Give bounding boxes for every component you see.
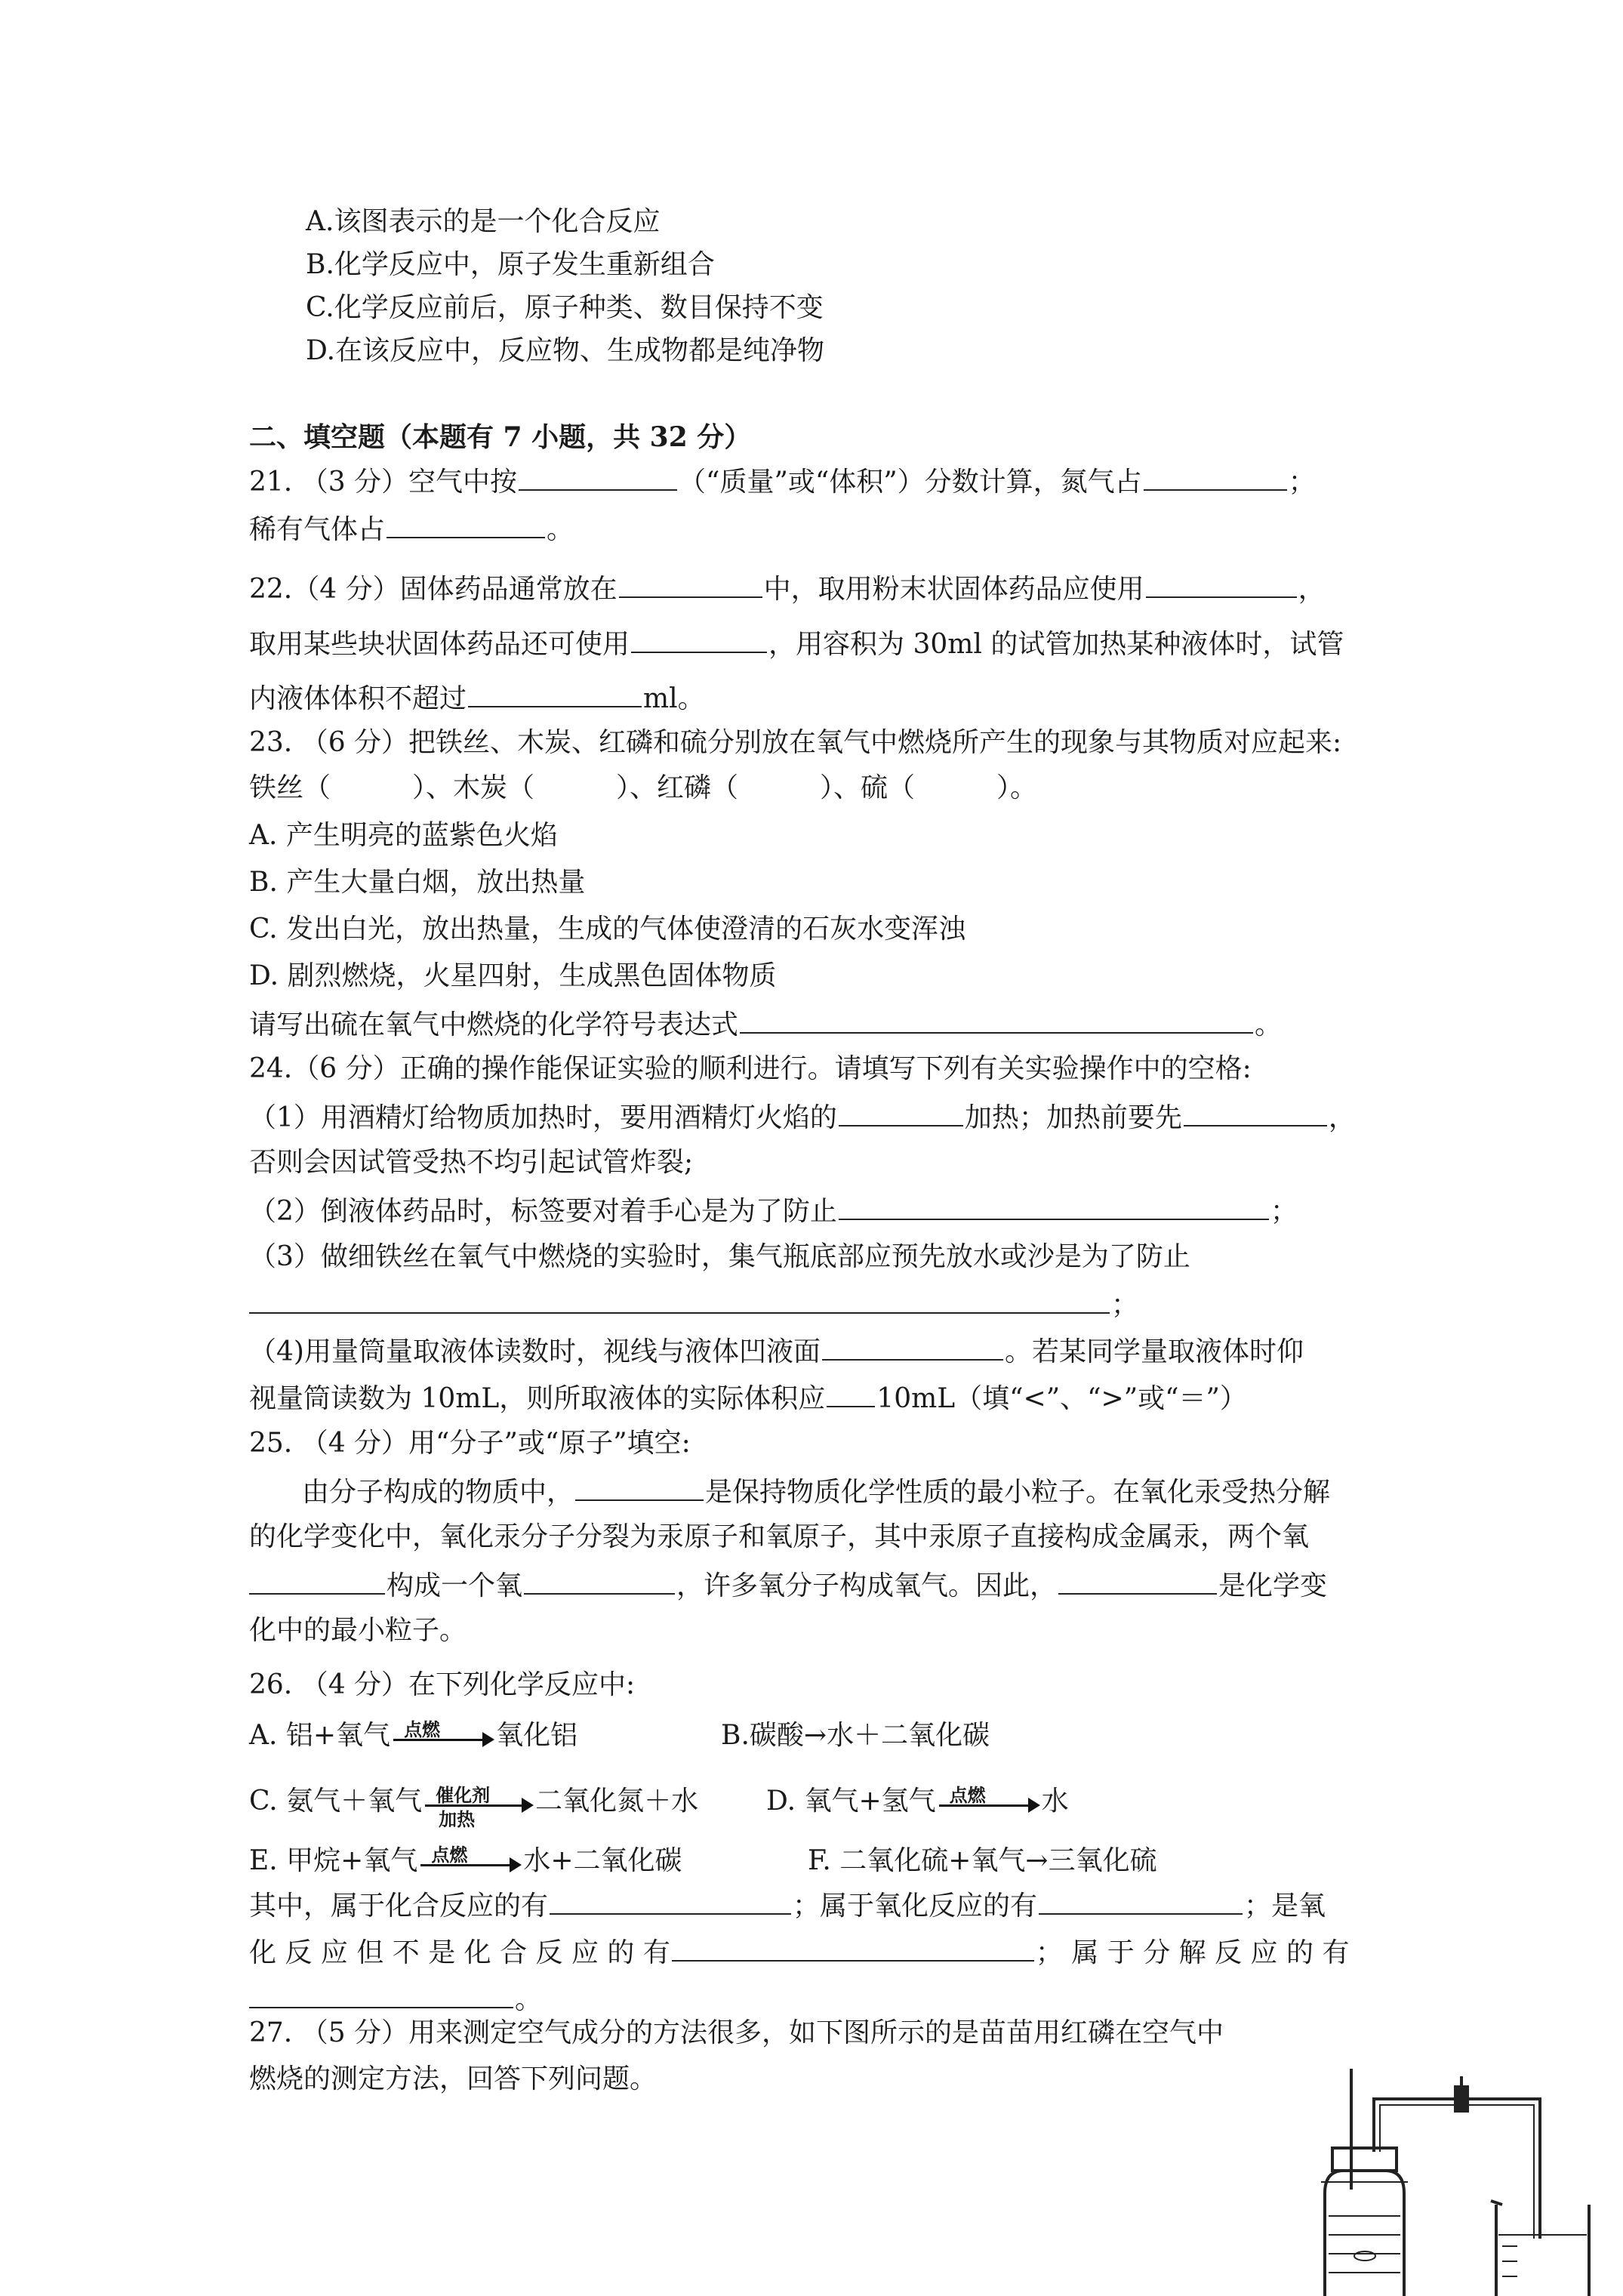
q24-p2: （2）倒液体药品时，标签要对着手心是为了防止 ；	[249, 1193, 1298, 1228]
q25-line3: 构成一个氧 ，许多氧分子构成氧气。因此， 是化学变	[249, 1567, 1327, 1603]
q23-question: 23. （6 分）把铁丝、木炭、红磷和硫分别放在氧气中燃烧所产生的现象与其物质对应起来:	[249, 727, 1342, 758]
q26-ask3: 。	[249, 1981, 542, 2017]
q27-line2: 燃烧的测定方法，回答下列问题。	[249, 2063, 658, 2094]
q26-reaction-c: C. 氨气＋氧气 催化剂 加热 二氧化氮＋水	[249, 1784, 699, 1830]
q20-option-b: B.化学反应中，原子发生重新组合	[306, 249, 715, 280]
blank[interactable]	[740, 1006, 1253, 1034]
blank[interactable]	[249, 1981, 513, 2008]
q24-p1: （1）用酒精灯给物质加热时，要用酒精灯火焰的 加热；加热前要先 ，	[249, 1099, 1356, 1135]
q23-option-b: B. 产生大量白烟，放出热量	[249, 867, 586, 898]
q20-option-d: D.在该反应中，反应物、生成物都是纯净物	[306, 335, 825, 366]
section-title: 二、填空题（本题有 7 小题，共 32 分）	[249, 421, 752, 453]
blank[interactable]	[550, 1888, 791, 1915]
blank[interactable]	[839, 1193, 1269, 1220]
q21-line2: 稀有气体占 。	[249, 511, 574, 547]
q26-reaction-f: F. 二氧化硫+氧气→三氧化硫	[808, 1845, 1157, 1876]
q25-line4: 化中的最小粒子。	[249, 1615, 467, 1646]
blank[interactable]	[468, 680, 642, 707]
q26-ask2: 化 反 应 但 不 是 化 合 反 应 的 有 ； 属 于 分 解 反 应 的 有	[249, 1934, 1349, 1970]
blank[interactable]	[1039, 1888, 1243, 1915]
blank[interactable]	[1144, 464, 1287, 491]
q25-line2: 的化学变化中，氧化汞分子分裂为汞原子和氧原子，其中汞原子直接构成金属汞，两个氧	[249, 1521, 1310, 1552]
blank[interactable]	[575, 1474, 704, 1501]
q26-title: 26. （4 分）在下列化学反应中:	[249, 1669, 636, 1700]
q23-option-a: A. 产生明亮的蓝紫色火焰	[249, 820, 558, 851]
blank[interactable]	[249, 1287, 1110, 1314]
blank[interactable]	[619, 571, 762, 598]
q24-intro: 24.（6 分）正确的操作能保证实验的顺利进行。请填写下列有关实验操作中的空格:	[249, 1053, 1252, 1084]
q25-title: 25. （4 分）用“分子”或“原子”填空:	[249, 1428, 691, 1459]
blank[interactable]	[1146, 571, 1297, 598]
q23-blanks: 铁丝（ ）、木炭（ ）、红磷（ ）、硫（ ）。	[249, 772, 1038, 803]
blank[interactable]	[672, 1934, 1034, 1962]
q24-p4: （4)用量筒量取液体读数时，视线与液体凹液面 。若某同学量取液体时仰	[249, 1333, 1304, 1369]
blank[interactable]	[524, 1567, 675, 1595]
blank[interactable]	[387, 511, 545, 538]
reaction-arrow: 点燃	[390, 1721, 496, 1754]
blank[interactable]	[249, 1567, 385, 1595]
q21-line1: 21. （3 分）空气中按 （“质量”或“体积”）分数计算，氮气占 ；	[249, 464, 1316, 499]
q26-reaction-b: B.碳酸→水＋二氧化碳	[721, 1720, 990, 1751]
q22-line3: 内液体体积不超过 ml。	[249, 680, 705, 716]
blank[interactable]	[631, 626, 767, 653]
q24-p3-cont: ；	[249, 1287, 1138, 1322]
q23-option-c: C. 发出白光，放出热量，生成的气体使澄清的石灰水变浑浊	[249, 914, 966, 945]
q25-line1: 由分子构成的物质中， 是保持物质化学性质的最小粒子。在氧化汞受热分解	[302, 1474, 1330, 1509]
blank[interactable]	[822, 1333, 1003, 1361]
q24-p3: （3）做细铁丝在氧气中燃烧的实验时，集气瓶底部应预先放水或沙是为了防止	[249, 1241, 1190, 1272]
blank[interactable]	[1058, 1567, 1217, 1595]
blank[interactable]	[1184, 1099, 1327, 1126]
q20-option-c: C.化学反应前后，原子种类、数目保持不变	[306, 292, 824, 323]
q23-ask: 请写出硫在氧气中燃烧的化学符号表达式 。	[249, 1006, 1282, 1042]
blank[interactable]	[519, 464, 677, 491]
q26-reaction-e: E. 甲烷+氧气 点燃 水+二氧化碳	[249, 1845, 682, 1879]
q22-line1: 22.（4 分）固体药品通常放在 中，取用粉末状固体药品应使用 ，	[249, 571, 1326, 606]
reaction-arrow: 催化剂 加热	[422, 1786, 535, 1820]
reaction-arrow: 点燃	[417, 1846, 523, 1879]
blank[interactable]	[839, 1099, 963, 1126]
blank[interactable]	[827, 1380, 875, 1407]
q27-line1: 27. （5 分）用来测定空气成分的方法很多，如下图所示的是苗苗用红磷在空气中	[249, 2017, 1224, 2048]
q24-p1-cont: 否则会因试管受热不均引起试管炸裂;	[249, 1147, 694, 1178]
reaction-arrow: 点燃	[936, 1786, 1042, 1820]
q23-option-d: D. 剧烈燃烧，火星四射，生成黑色固体物质	[249, 960, 777, 991]
q24-p4-cont: 视量筒读数为 10mL，则所取液体的实际体积应 10mL（填“<”、“>”或“＝”）	[249, 1380, 1247, 1416]
apparatus-figure	[1291, 2054, 1623, 2296]
q26-reaction-d: D. 氧气+氢气 点燃 水	[766, 1785, 1069, 1820]
q20-option-a: A.该图表示的是一个化合反应	[306, 206, 661, 237]
q22-line2: 取用某些块状固体药品还可使用 ，用容积为 30ml 的试管加热某种液体时，试管	[249, 626, 1344, 661]
q26-reaction-a: A. 铝+氧气 点燃 氧化铝	[249, 1719, 577, 1754]
q26-ask1: 其中，属于化合反应的有 ；属于氧化反应的有 ；是氧	[249, 1888, 1326, 1923]
